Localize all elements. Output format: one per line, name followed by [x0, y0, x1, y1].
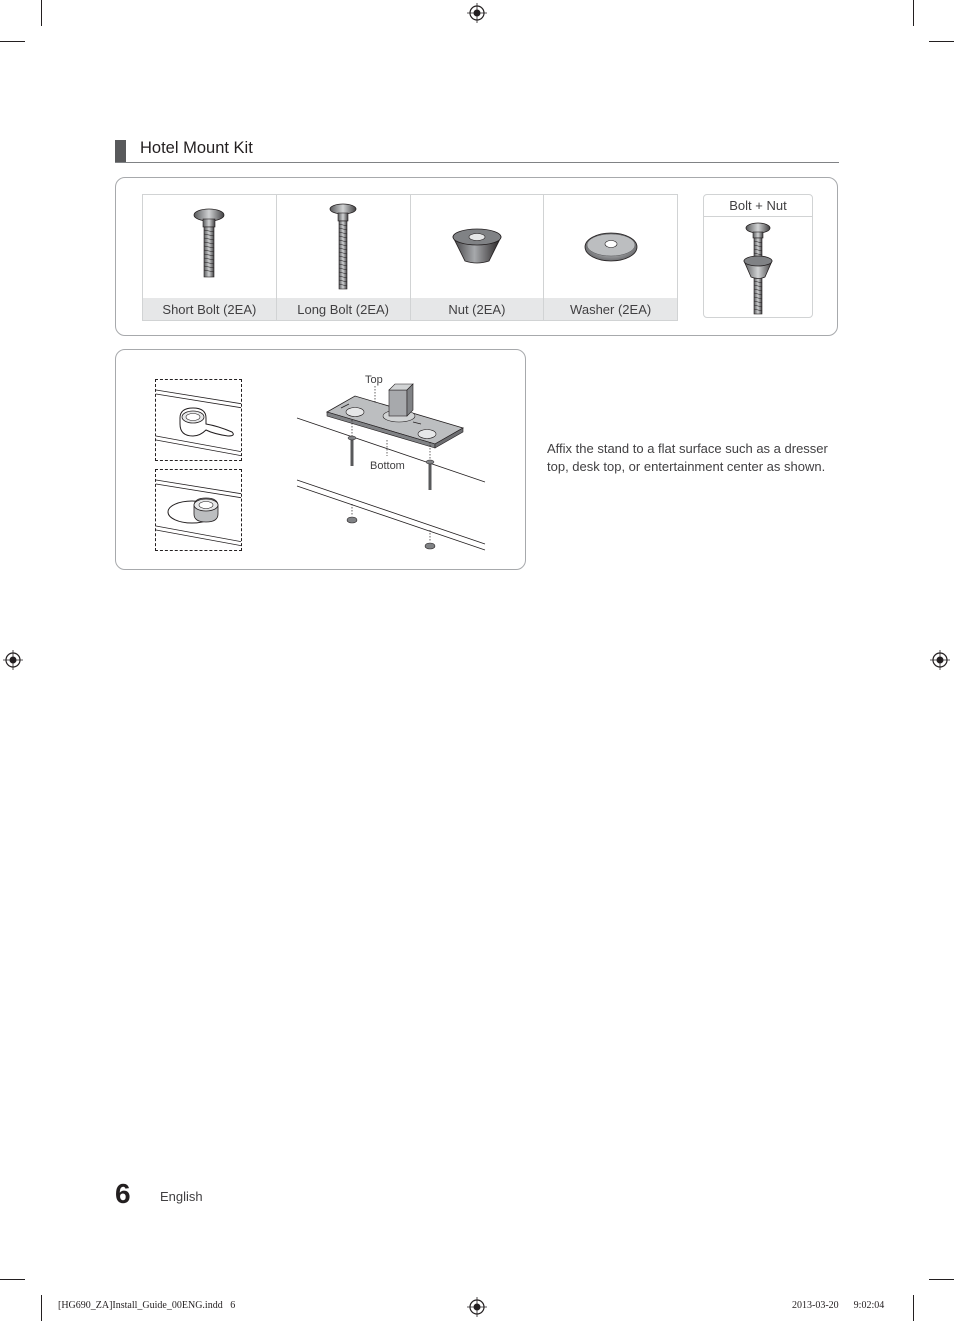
- parts-grid: [142, 194, 678, 321]
- short-bolt-icon: [189, 207, 229, 287]
- detail-washer-inset: [155, 469, 242, 551]
- part-label: Nut (2EA): [411, 298, 544, 320]
- washer-icon: [583, 229, 639, 265]
- section-title: Hotel Mount Kit: [140, 139, 253, 157]
- heading-bar: [115, 140, 126, 162]
- washer-detail-icon: [156, 470, 242, 551]
- crop-mark: [913, 1295, 914, 1321]
- crop-mark: [913, 0, 914, 26]
- registration-mark-icon: [467, 1297, 487, 1317]
- part-label: Washer (2EA): [544, 298, 677, 320]
- nut-icon: [449, 227, 505, 267]
- crop-mark: [41, 1295, 42, 1321]
- registration-mark-icon: [3, 650, 23, 670]
- page-language: English: [160, 1189, 203, 1204]
- top-label: Top: [365, 374, 383, 386]
- instruction-text: Affix the stand to a flat surface such as a dresser top, desk top, or entertainment center as shown.: [547, 441, 828, 474]
- crop-mark: [929, 41, 954, 42]
- part-long-bolt: [277, 195, 411, 320]
- print-date-time: 2013-03-20 9:02:04: [792, 1300, 885, 1311]
- registration-mark-icon: [467, 3, 487, 23]
- part-nut: [411, 195, 545, 320]
- page-number: 6: [115, 1178, 131, 1209]
- crop-mark: [41, 0, 42, 26]
- print-file-name: [HG690_ZA]Install_Guide_00ENG.indd 6: [58, 1300, 236, 1311]
- bolt-nut-icon: [738, 221, 778, 317]
- part-label: Short Bolt (2EA): [143, 298, 276, 320]
- long-bolt-icon: [323, 201, 363, 293]
- nut-detail-icon: [156, 380, 242, 461]
- part-washer: [544, 195, 677, 320]
- detail-nut-inset: [155, 379, 242, 461]
- bolt-nut-panel: [703, 194, 813, 318]
- bottom-label: Bottom: [370, 460, 405, 472]
- installation-diagram-panel: [115, 349, 526, 570]
- registration-mark-icon: [930, 650, 950, 670]
- part-short-bolt: [143, 195, 277, 320]
- crop-mark: [0, 41, 25, 42]
- heading-rule: [115, 162, 839, 163]
- combo-label: Bolt + Nut: [704, 195, 812, 217]
- part-label: Long Bolt (2EA): [277, 298, 410, 320]
- crop-mark: [0, 1279, 25, 1280]
- crop-mark: [929, 1279, 954, 1280]
